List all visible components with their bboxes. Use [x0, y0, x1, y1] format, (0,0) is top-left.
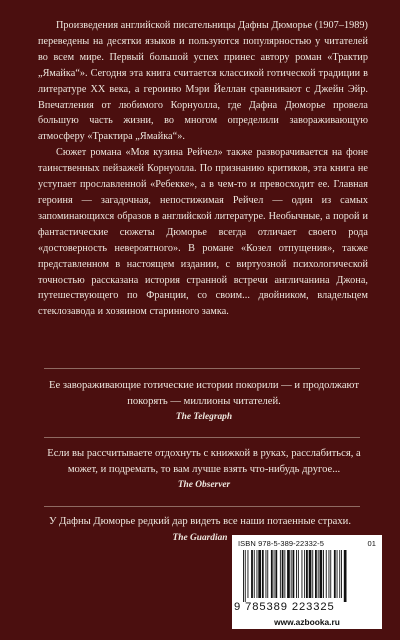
blurb-paragraph-2: Сюжет романа «Моя кузина Рейчел» также разворачивается на фоне таинственных пейзажей Корнуолла. По признанию критиков, эта книга не уступает прославленной «Ребекке», а в чем-то и превосходит ее. Главная героиня — загадочная, непостижимая Рейчел — один из самых запоминающихся образов в английской литературе. Необычные, а порой и фантастические сюжеты Дюморье всегда отличает своего рода «достоверность невероятного». В романе «Козел отпущения», также представленном в настоящем издании, с виртуозной психологической точностью рассказана история странной встречи англичанина Джона, путешествующего по Франции, со своим... двойником, владельцем стеклозавода и хозяином старинного замка. [38, 147, 368, 318]
quote-source: The Observer [177, 480, 231, 490]
barcode-digits: 9 785389 223325 [234, 601, 335, 613]
quote-text: Если вы рассчитываете отдохнуть с книжкой в руках, расслабиться, а может, и подремать, то вам лучше взять что-нибудь другое... [47, 448, 361, 475]
quote-source: The Guardian [172, 532, 228, 543]
quote-source: The Telegraph [175, 412, 233, 422]
divider [44, 506, 360, 507]
quote-text: Ее завораживающие готические истории покорили — и продолжают покорять — миллионы читателей. [49, 380, 359, 407]
quote-text: У Дафны Дюморье редкий дар видеть все наши потаенные страхи. [49, 516, 351, 527]
quote-telegraph [34, 378, 374, 423]
isbn-addon: 01 [367, 539, 376, 548]
barcode-block [232, 535, 382, 629]
quote-observer [34, 446, 374, 491]
divider [44, 368, 360, 369]
barcode-icon [242, 550, 374, 602]
isbn-row [238, 539, 376, 548]
divider [44, 437, 360, 438]
blurb-paragraph-1: Произведения английской писательницы Дафны Дюморье (1907–1989) переведены на десятки языков и пользуются популярностью у читателей во всем мире. Первый большой успех принес автору роман «Трактир „Ямайка“». Сегодня эта книга считается классикой готической традиции в литературе XX века, а героиню Мэри Йеллан сравнивают с Джейн Эйр. Впечатления от любимого Корнуолла, где Дафна Дюморье провела большую часть жизни, во многом определили завораживающую атмосферу «Трактира „Ямайка“». [38, 20, 368, 143]
publisher-website: www.azbooka.ru [274, 617, 340, 627]
isbn-label: ISBN 978-5-389-22332-5 [238, 539, 325, 548]
blurb [38, 18, 368, 320]
